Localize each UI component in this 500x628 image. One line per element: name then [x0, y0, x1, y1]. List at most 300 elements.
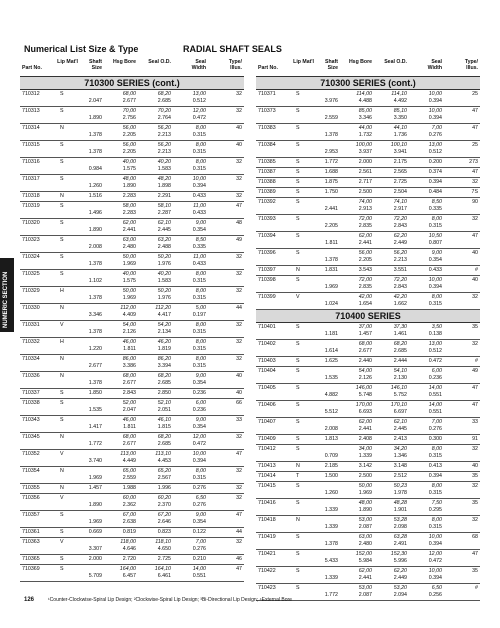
table-row [20, 287, 244, 304]
cell: 1.583 [157, 166, 171, 172]
cell: 5,00 [195, 305, 206, 311]
cell: 4.650 [157, 546, 171, 552]
part-number: 710423 [258, 585, 276, 591]
cell: 7,50 [431, 500, 442, 506]
part-number: 710329 [22, 288, 40, 294]
footnote: ¹Counter-Clockwise-Spiral Lip Design; ²Clockwise-Spiral Lip Design; ³Bi-Directional Lip Design; ⁴External Bore [48, 597, 292, 603]
cell: 152,30 [390, 551, 407, 557]
table-row [20, 192, 244, 202]
cell: 2.287 [157, 210, 171, 216]
cell: 3,50 [431, 324, 442, 330]
cell: 11,00 [193, 203, 206, 209]
cell: 72,20 [393, 216, 407, 222]
cell: 44,10 [393, 125, 407, 131]
cell: 112,20 [155, 305, 171, 311]
cell: 2.087 [358, 524, 372, 530]
cell: 2.677 [358, 348, 372, 354]
cell: 32 [236, 485, 242, 491]
cell: 146,10 [390, 385, 407, 391]
table-row [20, 338, 244, 355]
cell: 47 [472, 402, 478, 408]
cell: 48,00 [122, 176, 136, 182]
cell: 2.205 [324, 223, 338, 229]
cell: 1.346 [393, 453, 407, 459]
lip-material: S [296, 419, 300, 425]
cell: 1.378 [88, 329, 102, 335]
cell: 118,00 [120, 539, 136, 545]
part-number: 710403 [258, 358, 276, 364]
cell: 63,28 [393, 534, 407, 540]
table-row [256, 384, 480, 401]
lip-material: S [60, 400, 64, 406]
cell: 10,00 [428, 534, 442, 540]
cell: 0.315 [428, 490, 442, 496]
lip-material: N [60, 434, 64, 440]
cell: 1.969 [88, 475, 102, 481]
cell: 3.543 [358, 267, 372, 273]
cell: 32 [236, 434, 242, 440]
cell: 2.094 [393, 592, 407, 598]
cell: 1.819 [157, 346, 171, 352]
table-row [256, 90, 480, 107]
cell: 42,20 [393, 294, 407, 300]
cell: 2.130 [393, 375, 407, 381]
cell: 10,50 [428, 233, 442, 239]
cell: 40 [472, 277, 478, 283]
table-row [256, 516, 480, 533]
cell: 4.453 [157, 458, 171, 464]
cell: 2.843 [393, 284, 407, 290]
cell: 8,00 [195, 288, 206, 294]
cell: 47 [236, 203, 242, 209]
column-label: Part No. [22, 65, 42, 71]
lip-material: T [296, 473, 300, 479]
lip-material: N [60, 193, 64, 199]
part-number: 710387 [258, 169, 276, 175]
cell: 1.890 [88, 115, 102, 121]
cell: 0.315 [428, 301, 442, 307]
cell: 33 [236, 417, 242, 423]
cell: 6.457 [122, 573, 136, 579]
cell: 47 [472, 551, 478, 557]
lip-material: N [60, 305, 64, 311]
cell: 32 [472, 483, 478, 489]
cell: 1.772 [324, 159, 338, 165]
table-row [256, 293, 480, 310]
cell: 2.205 [122, 132, 136, 138]
cell: 46,00 [122, 339, 136, 345]
lip-material: S [296, 385, 300, 391]
table-row [256, 567, 480, 584]
cell: 3.394 [157, 363, 171, 369]
cell: 0.984 [88, 166, 102, 172]
cell: 63,00 [122, 237, 136, 243]
cell: 1.969 [324, 284, 338, 290]
cell: 25 [472, 142, 478, 148]
lip-material: V [60, 495, 64, 501]
cell: 7,00 [431, 125, 442, 131]
cell: 1.457 [88, 485, 102, 491]
cell: 2.685 [157, 98, 171, 104]
cell: 3.148 [393, 463, 407, 469]
lip-material: S [296, 250, 300, 256]
cell: 49 [236, 237, 242, 243]
table-row [20, 355, 244, 372]
cell: 44,00 [358, 125, 372, 131]
lip-material: N [60, 373, 64, 379]
cell: 47 [236, 566, 242, 572]
cell: 34,20 [393, 446, 407, 452]
cell: 2.917 [393, 206, 407, 212]
lip-material: S [60, 566, 64, 572]
cell: 6,50 [195, 495, 206, 501]
lip-material: S [60, 176, 64, 182]
cell: 0.300 [428, 436, 442, 442]
cell: 2.646 [157, 519, 171, 525]
lip-material: S [60, 220, 64, 226]
part-number: 710315 [22, 142, 40, 148]
cell: 56,00 [122, 142, 136, 148]
cell: 32 [236, 271, 242, 277]
cell: 44 [236, 529, 242, 535]
cell: 1.339 [324, 507, 338, 513]
cell: 2.488 [157, 244, 171, 250]
cell: 37,00 [358, 324, 372, 330]
cell: 2.850 [157, 390, 171, 396]
cell: 7S [471, 189, 478, 195]
cell: 53,28 [393, 517, 407, 523]
cell: 2.291 [157, 193, 171, 199]
cell: 0.669 [88, 529, 102, 535]
lip-material: S [296, 483, 300, 489]
cell: 3.142 [358, 463, 372, 469]
lip-material: S [296, 142, 300, 148]
part-number: 710356 [22, 495, 40, 501]
cell: 1.978 [393, 490, 407, 496]
lip-material: S [296, 585, 300, 591]
part-number: 710320 [22, 220, 40, 226]
cell: 8,00 [195, 356, 206, 362]
cell: 40 [472, 250, 478, 256]
column-label: Type/ Illus. [228, 59, 242, 71]
cell: 47 [472, 233, 478, 239]
cell: 72,00 [358, 216, 372, 222]
cell: 0.315 [192, 363, 206, 369]
table-row [256, 482, 480, 499]
section-header: 710300 SERIES (cont.) [256, 77, 480, 90]
lip-material: S [296, 368, 300, 374]
part-number: 710363 [22, 539, 40, 545]
cell: 0.354 [428, 257, 442, 263]
cell: 1.815 [157, 424, 171, 430]
footer [24, 597, 292, 603]
cell: 5.433 [324, 558, 338, 564]
cell: 2.370 [157, 502, 171, 508]
cell: 40 [236, 142, 242, 148]
cell: 2.725 [157, 556, 171, 562]
table-row [256, 198, 480, 215]
part-number: 710365 [22, 556, 40, 562]
lip-material: S [60, 529, 64, 535]
cell: 1.378 [88, 261, 102, 267]
cell: 2.098 [393, 524, 407, 530]
cell: 0.394 [428, 575, 442, 581]
cell: 1.969 [358, 490, 372, 496]
lip-material: S [296, 91, 300, 97]
cell: 146,00 [355, 385, 372, 391]
cell: 49 [472, 368, 478, 374]
cell: 1.736 [393, 132, 407, 138]
cell: 32 [236, 468, 242, 474]
part-number: 710416 [258, 500, 276, 506]
cell: 47 [472, 108, 478, 114]
table-row [20, 219, 244, 236]
cell: 0.433 [192, 210, 206, 216]
cell: 10,00 [192, 176, 206, 182]
table-row [20, 399, 244, 416]
part-number: 710398 [258, 277, 276, 283]
cell: 1.181 [324, 331, 338, 337]
part-number: 710323 [22, 237, 40, 243]
cell: 0.551 [428, 392, 442, 398]
lip-material: S [296, 500, 300, 506]
cell: 37,30 [393, 324, 407, 330]
cell: 0.210 [192, 556, 206, 562]
cell: 40 [236, 373, 242, 379]
cell: 170,00 [355, 402, 372, 408]
cell: 0.512 [428, 149, 442, 155]
cell: 32 [236, 108, 242, 114]
cell: 2.449 [393, 240, 407, 246]
part-number: 710405 [258, 385, 276, 391]
cell: 2.559 [324, 115, 338, 121]
cell: 32 [472, 341, 478, 347]
cell: 25 [472, 91, 478, 97]
side-tab: NUMERIC SECTION [0, 258, 14, 332]
cell: 68,20 [157, 373, 171, 379]
cell: 164,10 [154, 566, 171, 572]
cell: 2.213 [157, 149, 171, 155]
column-label: Lip Mat'l [57, 59, 78, 65]
cell: 2.559 [122, 475, 136, 481]
cell: 1.901 [393, 507, 407, 513]
cell: 40 [236, 125, 242, 131]
column-label: Type/ Illus. [464, 59, 478, 71]
table-row [20, 202, 244, 219]
cell: 2.725 [393, 179, 407, 185]
cell: 14,00 [428, 385, 442, 391]
cell: 2.008 [88, 244, 102, 250]
cell: 14,00 [192, 566, 206, 572]
part-number: 710397 [258, 267, 276, 273]
cell: 46,00 [122, 417, 136, 423]
cell: 54,00 [358, 368, 372, 374]
cell: 35 [472, 500, 478, 506]
lip-material: S [296, 216, 300, 222]
cell: 2.449 [393, 575, 407, 581]
cell: 4.646 [122, 546, 136, 552]
cell: 33 [472, 419, 478, 425]
section-header: 710400 SERIES [256, 310, 480, 323]
cell: 68,00 [122, 373, 136, 379]
column-label: Seal O.D. [148, 59, 171, 65]
part-number: 710399 [258, 294, 276, 300]
cell: 53,00 [358, 585, 372, 591]
table-row [20, 253, 244, 270]
column-label: Seal O.D. [384, 59, 407, 65]
cell: 68,20 [157, 91, 171, 97]
part-number: 710404 [258, 368, 276, 374]
cell: 9,00 [195, 417, 206, 423]
cell: 54,00 [122, 322, 136, 328]
cell: 70,20 [157, 108, 171, 114]
cell: 10,00 [192, 451, 206, 457]
cell: 48,28 [393, 500, 407, 506]
table-row [256, 462, 480, 472]
cell: # [475, 585, 478, 591]
lip-material: S [296, 233, 300, 239]
cell: 1.378 [88, 295, 102, 301]
cell: 1.662 [393, 301, 407, 307]
lip-material: S [296, 446, 300, 452]
cell: 34,00 [358, 446, 372, 452]
cell: 0.315 [192, 329, 206, 335]
cell: 1.024 [324, 301, 338, 307]
cell: 0.122 [192, 529, 206, 535]
cell: 58,10 [157, 203, 171, 209]
table-row [20, 538, 244, 555]
cell: 2.565 [393, 169, 407, 175]
table-row [256, 178, 480, 188]
cell: 8,50 [431, 199, 442, 205]
part-number: 710332 [22, 339, 40, 345]
cell: 32 [236, 159, 242, 165]
cell: 1.378 [88, 132, 102, 138]
cell: 67,20 [157, 512, 171, 518]
table-row [256, 357, 480, 367]
right-table [256, 56, 480, 601]
cell: 11,00 [193, 254, 206, 260]
lip-material: S [60, 237, 64, 243]
part-number: 710313 [22, 108, 40, 114]
column-label: Lip Mat'l [293, 59, 314, 65]
cell: 7,00 [195, 539, 206, 545]
part-number: 710317 [22, 176, 40, 182]
lip-material: N [296, 517, 300, 523]
cell: 2.512 [393, 473, 407, 479]
cell: 9,00 [431, 250, 442, 256]
left-table [20, 56, 244, 582]
cell: 67,00 [122, 512, 136, 518]
cell: 0.315 [192, 149, 206, 155]
cell: 2.445 [393, 426, 407, 432]
cell: 50,00 [122, 288, 136, 294]
cell: 2.500 [358, 473, 372, 479]
table-row [20, 270, 244, 287]
cell: 0.709 [324, 453, 338, 459]
table-row [20, 528, 244, 538]
lip-material: S [296, 189, 300, 195]
cell: 32 [236, 193, 242, 199]
cell: 2.843 [393, 223, 407, 229]
cell: 1.583 [157, 278, 171, 284]
cell: 9,00 [195, 220, 206, 226]
cell: 0.823 [157, 529, 171, 535]
cell: 2.677 [88, 363, 102, 369]
cell: 1.811 [325, 240, 338, 246]
cell: 0.394 [428, 541, 442, 547]
part-number: 710337 [22, 390, 40, 396]
cell: 56,00 [122, 125, 136, 131]
cell: 2.441 [358, 575, 372, 581]
cell: 9,00 [195, 373, 206, 379]
cell: 50,20 [157, 254, 171, 260]
lip-material: S [296, 551, 300, 557]
lip-material: H [60, 339, 64, 345]
cell: 152,00 [355, 551, 372, 557]
cell: 1.260 [88, 183, 102, 189]
cell: 0.276 [192, 502, 206, 508]
page-number: 126 [24, 597, 35, 603]
table-row [256, 533, 480, 550]
part-number: 710402 [258, 341, 276, 347]
cell: 0.551 [428, 409, 442, 415]
part-number: 710325 [22, 271, 40, 277]
part-number: 710343 [22, 417, 40, 423]
cell: 72,20 [393, 277, 407, 283]
cell: 4.882 [324, 392, 338, 398]
cell: 1.260 [324, 490, 338, 496]
column-label: Hsg Bore [112, 59, 136, 65]
cell: 1.750 [324, 189, 338, 195]
cell: 4.449 [122, 458, 136, 464]
cell: 1.811 [123, 346, 136, 352]
cell: 2.441 [122, 227, 136, 233]
lip-material: N [296, 463, 300, 469]
part-number: 710352 [22, 451, 40, 457]
cell: 0.276 [192, 546, 206, 552]
table-row [256, 445, 480, 462]
part-number: 710392 [258, 199, 276, 205]
cell: 2.685 [157, 380, 171, 386]
cell: 1.496 [88, 210, 102, 216]
lip-material: H [60, 288, 64, 294]
part-number: 710312 [22, 91, 40, 97]
lip-material: N [60, 468, 64, 474]
cell: 1.969 [88, 519, 102, 525]
cell: 100,10 [390, 142, 407, 148]
part-number: 710334 [22, 356, 40, 362]
lip-material: S [60, 390, 64, 396]
table-row [20, 511, 244, 528]
cell: 32 [236, 254, 242, 260]
cell: 8,00 [431, 517, 442, 523]
cell: 86,20 [157, 356, 171, 362]
lip-material: S [296, 568, 300, 574]
cell: 273 [469, 159, 478, 165]
cell: 0.413 [428, 463, 442, 469]
cell: 35 [472, 473, 478, 479]
cell: 1.969 [122, 295, 136, 301]
cell: 113,10 [155, 451, 171, 457]
cell: 0.394 [428, 284, 442, 290]
table-row [20, 416, 244, 433]
table-row [20, 433, 244, 450]
cell: 2.087 [358, 592, 372, 598]
cell: 58,00 [122, 203, 136, 209]
cell: 50,20 [157, 288, 171, 294]
lip-material: S [296, 534, 300, 540]
